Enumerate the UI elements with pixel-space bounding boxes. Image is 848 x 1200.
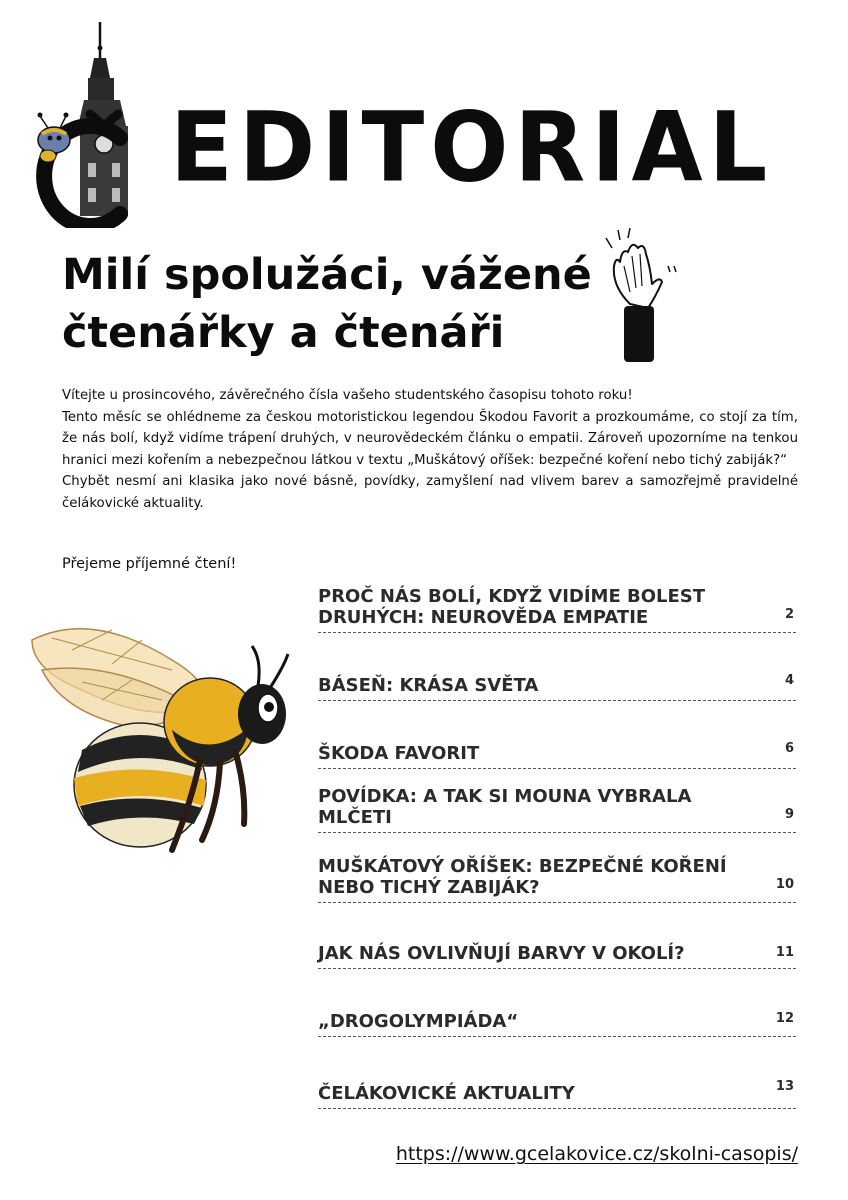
toc-entry-page: 4 [784,673,794,688]
toc-entry-2[interactable] [318,633,796,701]
toc-entry-4[interactable] [318,769,796,833]
toc-entry-page: 11 [775,945,794,960]
intro-paragraph-2: Tento měsíc se ohlédneme za českou motoristickou legendou Škodou Favorit a prozkoumáme, co stojí za tím, že nás bolí, když vidíme trápení druhých, v neurovědeckém článku o empatii. Zároveň upozorníme na tenkou hranici mezi kořením a nebezpečnou látkou v textu „Muškátový oříšek: bezpečné koření nebo tichý zabiják?“ [62,409,798,468]
toc-entry-7[interactable] [318,969,796,1037]
magazine-website-link[interactable]: https://www.gcelakovice.cz/skolni-casopis/ [395,1143,798,1165]
toc-entry-8[interactable] [318,1037,796,1109]
toc-entry-page: 6 [784,741,794,756]
toc-entry-6[interactable] [318,903,796,969]
toc-entry-page: 2 [784,607,794,622]
closing-line: Přejeme příjemné čtení! [62,556,237,572]
toc-entry-page: 9 [784,807,794,822]
masthead-title: EDITORIAL [170,91,774,204]
intro-paragraph-1: Vítejte u prosincového, závěrečného čísla vašeho studentského časopisu tohoto roku! [62,388,633,403]
tower-logo-icon [28,18,178,228]
greeting-line-2: čtenářky a čtenáři [62,308,505,358]
toc-entry-page: 10 [775,877,794,892]
toc-entry-title: POVÍDKA: A TAK SI MOUNA VYBRALA MLČETI [318,786,692,828]
toc-entry-title: MUŠKÁTOVÝ OŘÍŠEK: BEZPEČNÉ KOŘENÍ NEBO TICHÝ ZABIJÁK? [318,856,727,898]
toc-entry-3[interactable] [318,701,796,769]
toc-entry-title: JAK NÁS OVLIVŇUJÍ BARVY V OKOLÍ? [318,943,685,964]
toc-entry-title: BÁSEŇ: KRÁSA SVĚTA [318,675,539,696]
intro-text [62,385,798,514]
toc-entry-1[interactable] [318,585,796,633]
waving-hand-icon [590,226,690,366]
greeting-heading [62,246,622,362]
toc-entry-5[interactable] [318,833,796,903]
intro-paragraph-3: Chybět nesmí ani klasika jako nové básně, povídky, zamyšlení nad vlivem barev a samozřejmě pravidelné čelákovické aktuality. [62,474,798,511]
toc-entry-title: PROČ NÁS BOLÍ, KDYŽ VIDÍME BOLEST DRUHÝCH: NEUROVĚDA EMPATIE [318,586,706,628]
toc-entry-page: 13 [775,1079,794,1094]
toc-entry-page: 12 [775,1011,794,1026]
toc-entry-title: „DROGOLYMPIÁDA“ [318,1011,519,1032]
bumblebee-illustration [22,610,312,880]
toc-entry-title: ŠKODA FAVORIT [318,743,480,764]
greeting-line-1: Milí spolužáci, vážené [62,250,592,300]
toc-entry-title: ČELÁKOVICKÉ AKTUALITY [318,1083,575,1104]
